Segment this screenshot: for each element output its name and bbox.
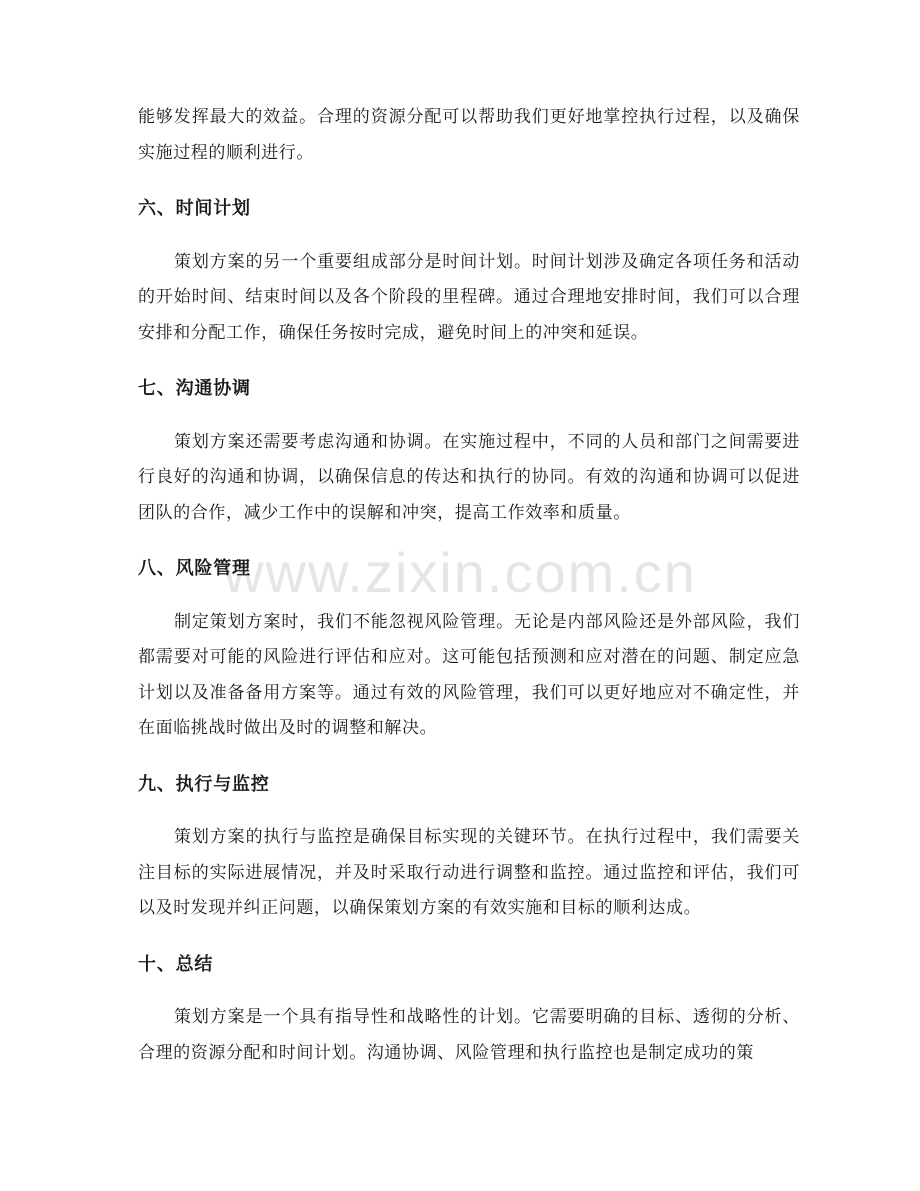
- paragraph-time-plan: 策划方案的另一个重要组成部分是时间计划。时间计划涉及确定各项任务和活动的开始时间、结束时间以及各个阶段的里程碑。通过合理地安排时间，我们可以合理安排和分配工作，确保任务按时完成，避免时间上的冲突和延误。: [138, 251, 800, 343]
- heading-communication: 七、沟通协调: [138, 378, 251, 399]
- paragraph-communication: 策划方案还需要考虑沟通和协调。在实施过程中，不同的人员和部门之间需要进行良好的沟通和协调，以确保信息的传达和执行的协同。有效的沟通和协调可以促进团队的合作，减少工作中的误解和冲突，提高工作效率和质量。: [138, 431, 800, 523]
- paragraph-summary: 策划方案是一个具有指导性和战略性的计划。它需要明确的目标、透彻的分析、合理的资源分配和时间计划。沟通协调、风险管理和执行监控也是制定成功的策: [138, 1007, 800, 1063]
- paragraph-risk-management: 制定策划方案时，我们不能忽视风险管理。无论是内部风险还是外部风险，我们都需要对可能的风险进行评估和应对。这可能包括预测和应对潜在的问题、制定应急计划以及准备备用方案等。通过有效的风险管理，我们可以更好地应对不确定性，并在面临挑战时做出及时的调整和解决。: [138, 611, 800, 738]
- heading-risk-management: 八、风险管理: [138, 558, 251, 579]
- heading-summary: 十、总结: [138, 953, 214, 975]
- heading-execution-monitoring: 九、执行与监控: [138, 773, 270, 795]
- paragraph-execution-monitoring: 策划方案的执行与监控是确保目标实现的关键环节。在执行过程中，我们需要关注目标的实际进展情况，并及时采取行动进行调整和监控。通过监控和评估，我们可以及时发现并纠正问题，以确保策划方案的有效实施和目标的顺利达成。: [138, 827, 800, 918]
- watermark: www.zixin.com.cn: [223, 541, 697, 604]
- document-body: [138, 100, 800, 1071]
- heading-time-plan: 六、时间计划: [138, 198, 251, 219]
- paragraph-resource-allocation-end: 能够发挥最大的效益。合理的资源分配可以帮助我们更好地掌控执行过程，以及确保实施过程的顺利进行。: [138, 107, 800, 163]
